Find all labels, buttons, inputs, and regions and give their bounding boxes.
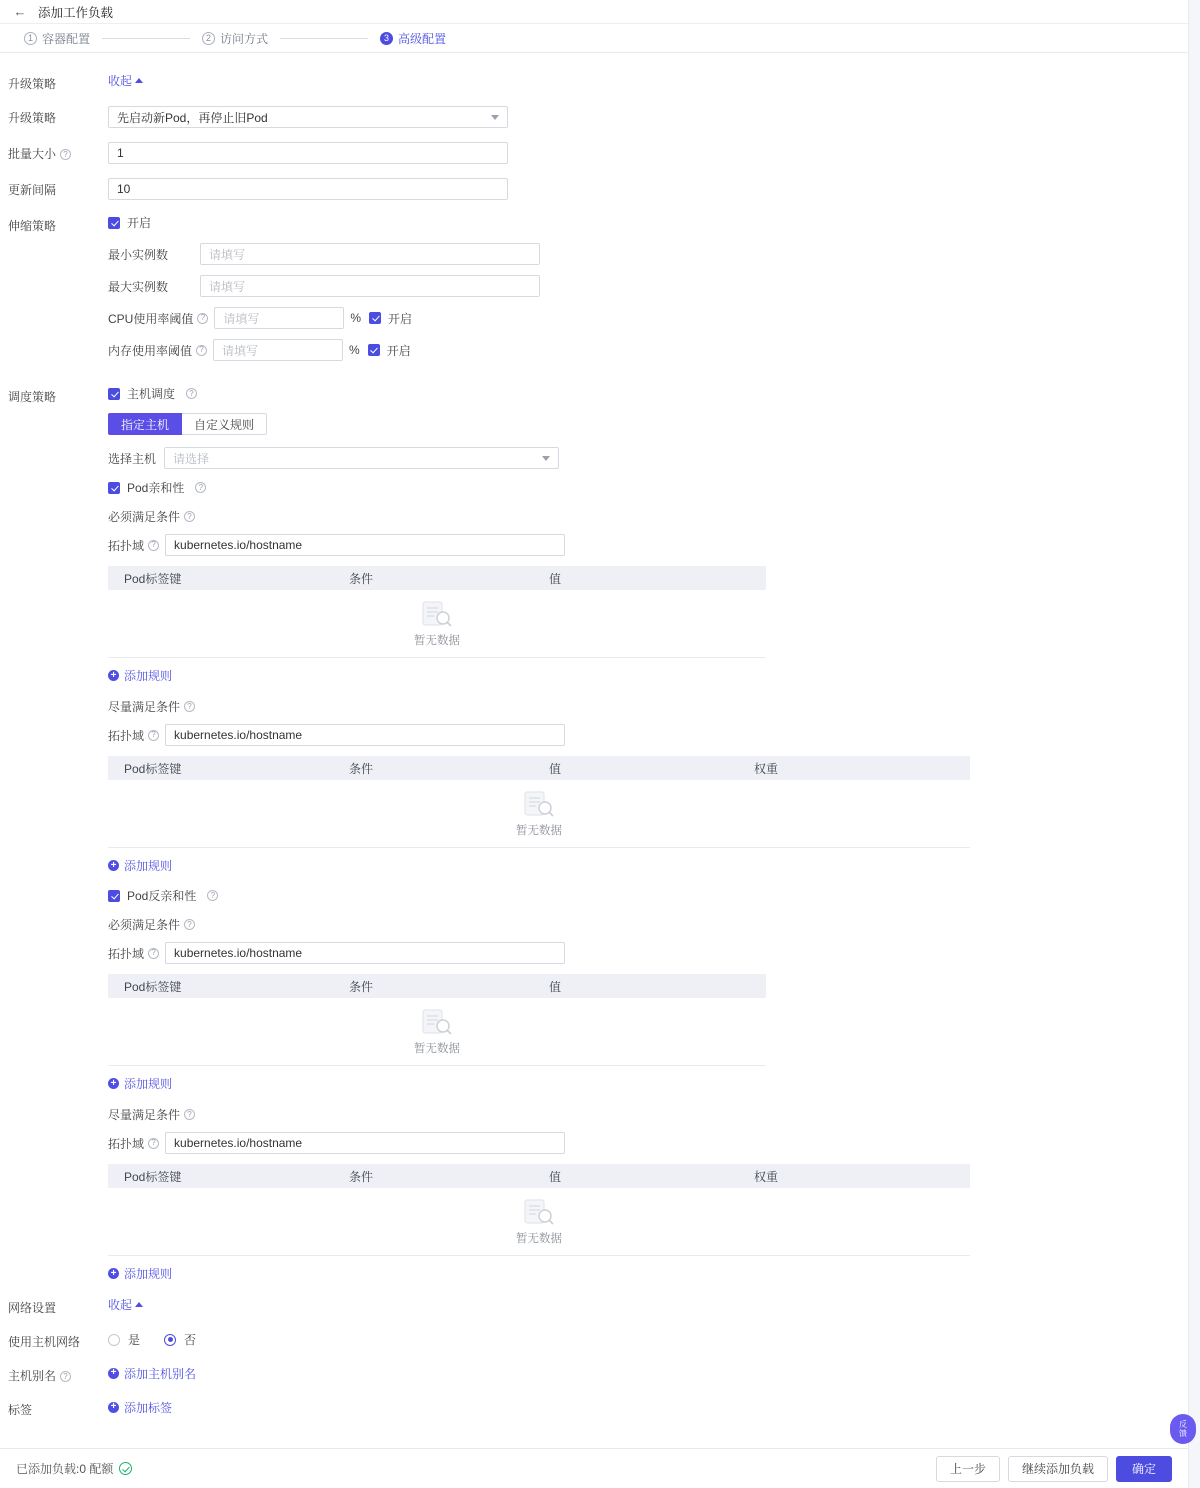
topology-label-text-4: 拓扑域 xyxy=(108,1136,145,1151)
topology-label-text-3: 拓扑域 xyxy=(108,946,145,961)
anti-preferred-table xyxy=(108,1164,970,1256)
col-condition: 条件 xyxy=(349,571,374,586)
col-condition: 条件 xyxy=(349,761,374,776)
upgrade-strategy-label: 升级策略 xyxy=(8,111,57,125)
affinity-preferred-title xyxy=(108,698,1188,715)
feedback-button[interactable]: 反馈 xyxy=(1170,1414,1196,1444)
add-rule-label-4: 添加规则 xyxy=(124,1267,173,1281)
help-icon-topology-2[interactable]: ? xyxy=(148,730,159,741)
memory-threshold-enable-checkbox[interactable] xyxy=(368,344,380,356)
topology-label-2 xyxy=(108,727,159,744)
memory-threshold-placeholder: 请填写 xyxy=(222,343,259,358)
labels-label: 标签 xyxy=(8,1403,33,1417)
min-replicas-row xyxy=(108,243,1188,265)
topology-label-text-1: 拓扑域 xyxy=(108,538,145,553)
help-icon-cpu[interactable]: ? xyxy=(197,313,208,324)
upgrade-collapse-toggle[interactable] xyxy=(108,72,143,89)
select-host-label: 选择主机 xyxy=(108,451,157,466)
col-value: 值 xyxy=(549,571,562,586)
caret-up-icon-network xyxy=(135,1302,143,1307)
titlebar xyxy=(0,0,1200,24)
radio-yes[interactable] xyxy=(108,1334,120,1346)
tab-specify-host[interactable]: 指定主机 xyxy=(108,413,182,435)
help-icon-memory[interactable]: ? xyxy=(196,345,207,356)
scaling-enable-label: 开启 xyxy=(127,216,152,230)
col-pod-label-key: Pod标签键 xyxy=(124,979,182,994)
pod-affinity-label: Pod亲和性 xyxy=(127,481,185,495)
radio-yes-label: 是 xyxy=(128,1333,141,1347)
table-empty-state xyxy=(108,1188,970,1256)
upgrade-section-label: 升级策略 xyxy=(8,77,57,91)
empty-text-3: 暂无数据 xyxy=(414,1042,460,1055)
no-data-icon xyxy=(420,600,454,628)
help-icon-host-alias[interactable]: ? xyxy=(60,1371,71,1382)
anti-required-title xyxy=(108,916,1188,933)
affinity-preferred-label: 尽量满足条件 xyxy=(108,700,181,714)
schedule-section-label: 调度策略 xyxy=(8,390,57,404)
topology-value-3: kubernetes.io/hostname xyxy=(174,946,303,960)
host-schedule-tabs xyxy=(108,413,267,435)
chevron-down-icon-host xyxy=(542,456,550,461)
table-header xyxy=(108,1164,970,1188)
cpu-threshold-placeholder: 请填写 xyxy=(223,311,260,326)
upgrade-strategy-row xyxy=(0,106,1188,128)
form-content xyxy=(0,54,1188,1462)
anti-required-topology-row xyxy=(108,942,1188,964)
col-weight: 权重 xyxy=(754,1169,779,1184)
add-rule-label-1: 添加规则 xyxy=(124,669,173,683)
footer-actions xyxy=(936,1456,1172,1482)
update-interval-input[interactable] xyxy=(108,178,508,200)
affinity-preferred-table xyxy=(108,756,970,848)
topology-input-4[interactable] xyxy=(165,1132,565,1154)
add-rule-button-2[interactable] xyxy=(108,857,172,874)
topology-value-4: kubernetes.io/hostname xyxy=(174,1136,303,1150)
anti-required-table xyxy=(108,974,766,1066)
topology-label-text-2: 拓扑域 xyxy=(108,728,145,743)
table-header xyxy=(108,974,766,998)
upgrade-collapse-label: 收起 xyxy=(108,74,133,88)
footer-status-text: 已添加负载:0 配额 xyxy=(16,1462,114,1476)
step-divider-2 xyxy=(280,38,368,39)
col-condition: 条件 xyxy=(349,1169,374,1184)
anti-preferred-title xyxy=(108,1106,1188,1123)
batch-size-row xyxy=(0,142,1188,164)
topology-label-4 xyxy=(108,1135,159,1152)
batch-size-label xyxy=(8,142,108,162)
step-2-number: 2 xyxy=(202,32,215,45)
memory-threshold-enable-label: 开启 xyxy=(386,343,411,358)
min-replicas-label: 最小实例数 xyxy=(108,247,169,262)
host-alias-label xyxy=(8,1364,108,1384)
help-icon-topology-3[interactable]: ? xyxy=(148,948,159,959)
table-header xyxy=(108,756,970,780)
step-indicator xyxy=(0,24,1200,53)
select-host-row xyxy=(108,447,1188,469)
add-rule-button-3[interactable] xyxy=(108,1075,172,1092)
memory-threshold-text: 内存使用率阈值 xyxy=(108,343,193,358)
memory-threshold-input[interactable] xyxy=(213,339,343,361)
col-value: 值 xyxy=(549,761,562,776)
topology-label-3 xyxy=(108,945,159,962)
affinity-preferred-topology-row xyxy=(108,724,1188,746)
affinity-required-table xyxy=(108,566,766,658)
topology-input-1[interactable] xyxy=(165,534,565,556)
empty-text-1: 暂无数据 xyxy=(414,634,460,647)
empty-text-4: 暂无数据 xyxy=(516,1232,562,1245)
max-replicas-input[interactable] xyxy=(200,275,540,297)
select-host-placeholder: 请选择 xyxy=(173,451,210,466)
schedule-section-row xyxy=(0,385,1188,1282)
update-interval-value: 10 xyxy=(117,182,131,196)
col-pod-label-key: Pod标签键 xyxy=(124,1169,182,1184)
host-schedule-row xyxy=(108,385,1188,402)
chevron-down-icon xyxy=(491,115,499,120)
host-alias-row xyxy=(0,1364,1188,1384)
add-label-label: 添加标签 xyxy=(124,1400,173,1415)
host-alias-text: 主机别名 xyxy=(8,1369,57,1383)
cpu-threshold-text: CPU使用率阈值 xyxy=(108,311,194,326)
topology-input-2[interactable] xyxy=(165,724,565,746)
add-rule-label-3: 添加规则 xyxy=(124,1077,173,1091)
memory-threshold-row xyxy=(108,339,1188,361)
step-1-label: 容器配置 xyxy=(42,31,91,46)
network-section-row xyxy=(0,1296,1188,1316)
col-weight: 权重 xyxy=(754,761,779,776)
add-host-alias-button[interactable] xyxy=(108,1365,196,1382)
upgrade-section-row xyxy=(0,72,1188,92)
use-host-network-row xyxy=(0,1330,1188,1350)
use-host-network-label: 使用主机网络 xyxy=(8,1335,81,1349)
col-value: 值 xyxy=(549,1169,562,1184)
topology-input-3[interactable] xyxy=(165,942,565,964)
help-icon-required-1[interactable]: ? xyxy=(184,511,195,522)
plus-icon-4: + xyxy=(108,1268,119,1279)
cpu-threshold-enable-label: 开启 xyxy=(388,311,413,326)
step-advanced-config[interactable] xyxy=(380,30,446,47)
select-host-dropdown[interactable] xyxy=(164,447,559,469)
anti-required-label: 必须满足条件 xyxy=(108,918,181,932)
step-container-config[interactable] xyxy=(24,30,90,47)
step-3-label: 高级配置 xyxy=(398,31,447,46)
right-gutter xyxy=(1188,0,1200,1488)
topology-label-1 xyxy=(108,537,159,554)
table-header xyxy=(108,566,766,590)
back-arrow-icon[interactable]: ← xyxy=(13,4,27,19)
pod-affinity-checkbox[interactable] xyxy=(108,482,120,494)
topology-value-1: kubernetes.io/hostname xyxy=(174,538,303,552)
footer-status xyxy=(16,1460,132,1477)
labels-row xyxy=(0,1398,1188,1418)
no-data-icon xyxy=(522,790,556,818)
step-divider-1 xyxy=(102,38,190,39)
table-empty-state xyxy=(108,780,970,848)
step-1-number: 1 xyxy=(24,32,37,45)
table-empty-state xyxy=(108,590,766,658)
add-host-alias-label: 添加主机别名 xyxy=(124,1366,197,1381)
scaling-enable-checkbox[interactable] xyxy=(108,217,120,229)
scaling-section-label: 伸缩策略 xyxy=(8,219,57,233)
help-icon-preferred-2[interactable]: ? xyxy=(184,1109,195,1120)
no-data-icon xyxy=(522,1198,556,1226)
help-icon-pod-anti-affinity[interactable]: ? xyxy=(207,890,218,901)
network-collapse-toggle[interactable] xyxy=(108,1296,143,1313)
update-interval-row xyxy=(0,178,1188,200)
prev-step-button[interactable]: 上一步 xyxy=(936,1456,1000,1482)
plus-icon-2: + xyxy=(108,860,119,871)
upgrade-strategy-select[interactable] xyxy=(108,106,508,128)
upgrade-strategy-value: 先启动新Pod，再停止旧Pod xyxy=(117,110,268,125)
max-replicas-row xyxy=(108,275,1188,297)
memory-threshold-label xyxy=(108,342,207,359)
help-icon-topology-1[interactable]: ? xyxy=(148,540,159,551)
anti-preferred-label: 尽量满足条件 xyxy=(108,1108,181,1122)
affinity-required-topology-row xyxy=(108,534,1188,556)
min-replicas-placeholder: 请填写 xyxy=(209,247,246,262)
pod-anti-affinity-label: Pod反亲和性 xyxy=(127,889,197,903)
add-rule-button-4[interactable] xyxy=(108,1265,172,1282)
quota-ok-icon xyxy=(119,1462,132,1475)
radio-no[interactable] xyxy=(164,1334,176,1346)
add-label-button[interactable] xyxy=(108,1399,172,1416)
affinity-required-label: 必须满足条件 xyxy=(108,510,181,524)
help-icon-required-2[interactable]: ? xyxy=(184,919,195,930)
confirm-button[interactable]: 确定 xyxy=(1116,1456,1172,1482)
help-icon-host-schedule[interactable]: ? xyxy=(186,388,197,399)
host-schedule-checkbox[interactable] xyxy=(108,388,120,400)
cpu-threshold-label xyxy=(108,310,208,327)
update-interval-label: 更新间隔 xyxy=(8,183,57,197)
footer-bar xyxy=(0,1448,1188,1488)
help-icon-topology-4[interactable]: ? xyxy=(148,1138,159,1149)
step-access-mode[interactable] xyxy=(202,30,268,47)
continue-add-workload-button[interactable]: 继续添加负载 xyxy=(1008,1456,1108,1482)
col-pod-label-key: Pod标签键 xyxy=(124,571,182,586)
batch-size-text: 批量大小 xyxy=(8,147,57,161)
topology-value-2: kubernetes.io/hostname xyxy=(174,728,303,742)
tab-custom-rule[interactable]: 自定义规则 xyxy=(182,413,267,435)
anti-preferred-topology-row xyxy=(108,1132,1188,1154)
max-replicas-placeholder: 请填写 xyxy=(209,279,246,294)
scaling-enable-row xyxy=(108,214,1188,231)
no-data-icon xyxy=(420,1008,454,1036)
step-3-number: 3 xyxy=(380,32,393,45)
add-rule-button-1[interactable] xyxy=(108,667,172,684)
col-value: 值 xyxy=(549,979,562,994)
max-replicas-label: 最大实例数 xyxy=(108,279,169,294)
step-2-label: 访问方式 xyxy=(220,31,269,46)
pod-anti-affinity-row xyxy=(108,887,1188,904)
help-icon-preferred-1[interactable]: ? xyxy=(184,701,195,712)
network-section-label: 网络设置 xyxy=(8,1301,57,1315)
min-replicas-input[interactable] xyxy=(200,243,540,265)
col-pod-label-key: Pod标签键 xyxy=(124,761,182,776)
cpu-threshold-input[interactable] xyxy=(214,307,344,329)
batch-size-value: 1 xyxy=(117,146,124,160)
table-empty-state xyxy=(108,998,766,1066)
plus-icon-1: + xyxy=(108,670,119,681)
scaling-section-row xyxy=(0,214,1188,371)
caret-up-icon xyxy=(135,78,143,83)
pod-affinity-row xyxy=(108,479,1188,496)
help-icon-pod-affinity[interactable]: ? xyxy=(195,482,206,493)
cpu-threshold-row xyxy=(108,307,1188,329)
empty-text-2: 暂无数据 xyxy=(516,824,562,837)
host-schedule-label: 主机调度 xyxy=(127,387,176,401)
cpu-threshold-enable-checkbox[interactable] xyxy=(369,312,381,324)
add-rule-label-2: 添加规则 xyxy=(124,859,173,873)
pod-anti-affinity-checkbox[interactable] xyxy=(108,890,120,902)
memory-threshold-unit: % xyxy=(349,343,360,357)
affinity-required-title xyxy=(108,508,1188,525)
plus-icon-host-alias: + xyxy=(108,1368,119,1379)
network-collapse-label: 收起 xyxy=(108,1298,133,1312)
batch-size-input[interactable] xyxy=(108,142,508,164)
cpu-threshold-unit: % xyxy=(350,311,362,325)
help-icon-batch[interactable]: ? xyxy=(60,149,71,160)
page-title: 添加工作负载 xyxy=(38,5,114,20)
plus-icon-label: + xyxy=(108,1402,119,1413)
radio-no-label: 否 xyxy=(184,1333,197,1347)
col-condition: 条件 xyxy=(349,979,374,994)
plus-icon-3: + xyxy=(108,1078,119,1089)
